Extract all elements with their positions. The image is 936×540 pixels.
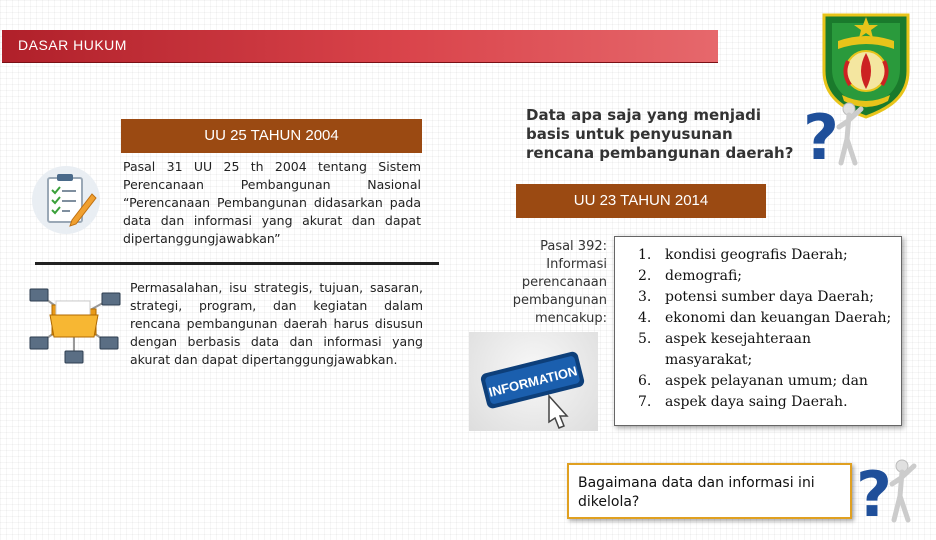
list-item-text: aspek daya saing Daerah. bbox=[665, 394, 848, 410]
folder-network-icon bbox=[26, 271, 122, 367]
list-item-text: aspek kesejahteraan masyarakat; bbox=[665, 331, 811, 368]
problem-description: Permasalahan, isu strategis, tujuan, sasaran, strategi, program, dan kegiatan dalam rencana pembangunan daerah harus disusun dengan berbasis data dan informasi yang akurat dan dapat dipertanggungjawabkan. bbox=[130, 280, 423, 367]
list-item-number: 6. bbox=[638, 373, 652, 389]
svg-text:?: ? bbox=[856, 458, 892, 524]
list-item-number: 2. bbox=[638, 268, 652, 284]
question-figure-icon bbox=[801, 95, 865, 167]
uu25-description: Pasal 31 UU 25 th 2004 tentang Sistem Perencanaan Pembangunan Nasional “Perencanaan Pembangunan didasarkan pada data dan informasi yang akurat dan dapat dipertanggungjawabkan” bbox=[123, 159, 421, 246]
list-item bbox=[615, 392, 901, 413]
list-item-text: potensi sumber daya Daerah; bbox=[665, 289, 874, 305]
question-figure-icon bbox=[854, 452, 918, 524]
list-item-text: aspek pelayanan umum; dan bbox=[665, 373, 868, 389]
list-item bbox=[615, 329, 901, 371]
list-item-text: demografi; bbox=[665, 268, 743, 284]
list-item-number: 5. bbox=[638, 331, 652, 347]
list-item-text: ekonomi dan keuangan Daerah; bbox=[665, 310, 892, 326]
aspect-list bbox=[615, 245, 901, 413]
pasal-392-text: Pasal 392: Informasi perencanaan pembangunan mencakup: bbox=[512, 239, 607, 326]
list-item bbox=[615, 308, 901, 329]
list-item bbox=[615, 245, 901, 266]
list-item-number: 4. bbox=[638, 310, 652, 326]
svg-text:?: ? bbox=[803, 101, 839, 167]
section-divider bbox=[35, 262, 439, 265]
header-bar bbox=[2, 30, 718, 63]
list-item bbox=[615, 371, 901, 392]
information-button-icon bbox=[469, 332, 598, 431]
aspect-list-box bbox=[614, 236, 902, 426]
page-title: DASAR HUKUM bbox=[18, 37, 127, 53]
uu23-banner: UU 23 TAHUN 2014 bbox=[516, 184, 766, 218]
checklist-icon bbox=[30, 164, 102, 236]
list-item-text: kondisi geografis Daerah; bbox=[665, 247, 848, 263]
uu25-banner: UU 25 TAHUN 2004 bbox=[121, 119, 422, 153]
question-heading: Data apa saja yang menjadi basis untuk penyusunan rencana pembangunan daerah? bbox=[526, 106, 794, 162]
list-item-number: 3. bbox=[638, 289, 652, 305]
list-item bbox=[615, 287, 901, 308]
information-label: INFORMATION bbox=[487, 363, 579, 400]
data-management-question-box bbox=[567, 463, 852, 519]
data-management-question: Bagaimana data dan informasi ini dikelola? bbox=[578, 475, 815, 510]
list-item-number: 1. bbox=[638, 247, 652, 263]
list-item-number: 7. bbox=[638, 394, 652, 410]
information-image bbox=[469, 332, 598, 431]
list-item bbox=[615, 266, 901, 287]
